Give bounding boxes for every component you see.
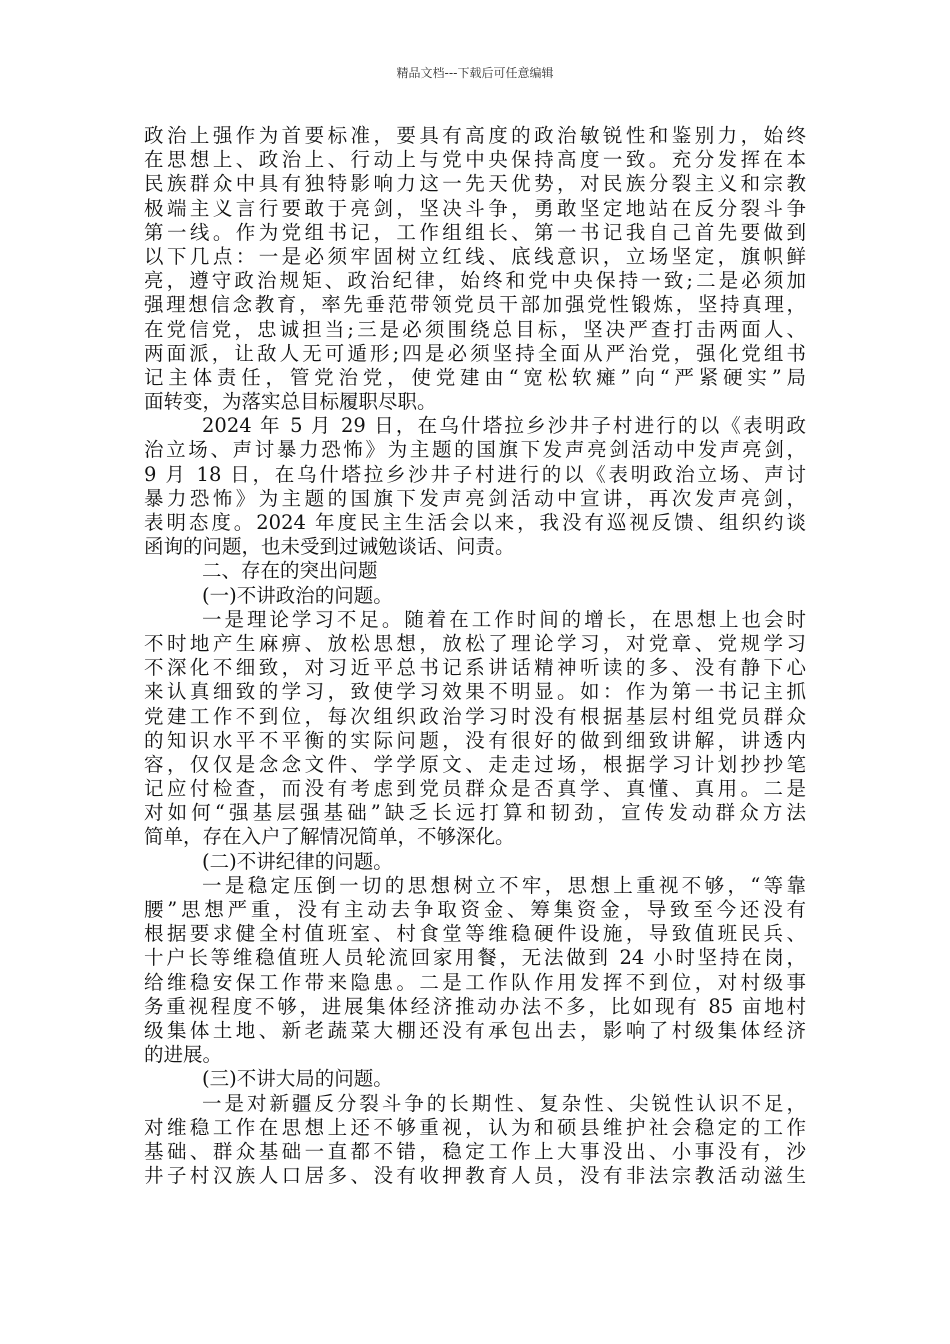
text-line: 简单，存在入户了解情况简单，不够深化。	[144, 825, 515, 849]
text-line: 2024 年 5 月 29 日，在乌什塔拉乡沙井子村进行的以《表明政	[202, 414, 806, 438]
text-line: 务重视程度不够，进展集体经济推动办法不多，比如现有 85 亩地村	[144, 994, 806, 1018]
text-line: 记应付检查，而没有考虑到党员群众是否真学、真懂、真用。二是	[144, 777, 806, 801]
text-line: 在思想上、政治上、行动上与党中央保持高度一致。充分发挥在本	[144, 148, 806, 172]
text-line: 治立场、声讨暴力恐怖》为主题的国旗下发声亮剑活动中发声亮剑，	[144, 438, 806, 462]
text-line: 不时地产生麻痹、放松思想，放松了理论学习，对党章、党规学习	[144, 631, 806, 655]
text-line: 暴力恐怖》为主题的国旗下发声亮剑活动中宣讲，再次发声亮剑，	[144, 486, 806, 510]
text-line: (一)不讲政治的问题。	[202, 583, 393, 607]
text-line: 对如何“强基层强基础”缺乏长远打算和韧劲，宣传发动群众方法	[144, 801, 806, 825]
text-line: 的知识水平不平衡的实际问题，没有很好的做到细致讲解，讲透内	[144, 728, 806, 752]
text-line: 强理想信念教育，率先垂范带领党员干部加强党性锻炼，坚持真理，	[144, 293, 806, 317]
text-line: 9 月 18 日，在乌什塔拉乡沙井子村进行的以《表明政治立场、声讨	[144, 462, 806, 486]
text-line: 两面派，让敌人无可遁形;四是必须坚持全面从严治党，强化党组书	[144, 341, 806, 365]
text-line: 一是理论学习不足。随着在工作时间的增长，在思想上也会时	[202, 607, 806, 631]
text-line: 一是稳定压倒一切的思想树立不牢，思想上重视不够，“等靠	[202, 873, 806, 897]
text-line: 亮，遵守政治规矩、政治纪律，始终和党中央保持一致;二是必须加	[144, 269, 806, 293]
text-line: 根据要求健全村值班室、村食堂等维稳硬件设施，导致值班民兵、	[144, 922, 806, 946]
text-line: 二、存在的突出问题	[202, 559, 378, 583]
text-line: 民族群众中具有独特影响力这一先天优势，对民族分裂主义和宗教	[144, 172, 806, 196]
text-line: 基础、群众基础一直都不错，稳定工作上大事没出、小事没有，沙	[144, 1139, 806, 1163]
text-line: (二)不讲纪律的问题。	[202, 849, 393, 873]
text-line: 在党信党，忠诚担当;三是必须围绕总目标，坚决严查打击两面人、	[144, 317, 806, 341]
text-line: 腰”思想严重，没有主动去争取资金、筹集资金，导致至今还没有	[144, 898, 806, 921]
text-line: 对维稳工作在思想上还不够重视，认为和硕县维护社会稳定的工作	[144, 1115, 806, 1139]
text-line: 给维稳安保工作带来隐患。二是工作队作用发挥不到位，对村级事	[144, 970, 806, 994]
text-line: (三)不讲大局的问题。	[202, 1067, 393, 1091]
document-body	[144, 124, 806, 1188]
text-line: 函询的问题，也未受到过诫勉谈话、问责。	[144, 535, 515, 559]
text-line: 一是对新疆反分裂斗争的长期性、复杂性、尖锐性认识不足，	[202, 1091, 806, 1115]
text-line: 政治上强作为首要标准，要具有高度的政治敏锐性和鉴别力，始终	[144, 124, 806, 147]
text-line: 以下几点：一是必须牢固树立红线、底线意识，立场坚定，旗帜鲜	[144, 244, 806, 268]
text-line: 面转变，为落实总目标履职尽职。	[144, 390, 437, 414]
text-line: 十户长等维稳值班人员轮流回家用餐，无法做到 24 小时坚持在岗，	[144, 946, 806, 970]
text-line: 井子村汉族人口居多、没有收押教育人员，没有非法宗教活动滋生	[144, 1164, 806, 1188]
text-line: 的进展。	[144, 1043, 223, 1067]
text-line: 容，仅仅是念念文件、学学原文、走走过场，根据学习计划抄抄笔	[144, 752, 806, 776]
page-header: 精品文档---下载后可任意编辑	[396, 66, 554, 80]
text-line: 记主体责任，管党治党，使党建由“宽松软瘫”向“严紧硬实”局	[144, 365, 806, 389]
text-line: 来认真细致的学习，致使学习效果不明显。如：作为第一书记主抓	[144, 680, 806, 704]
text-line: 党建工作不到位，每次组织政治学习时没有根据基层村组党员群众	[144, 704, 806, 728]
text-line: 表明态度。2024 年度民主生活会以来，我没有巡视反馈、组织约谈	[144, 511, 806, 534]
text-line: 不深化不细致，对习近平总书记系讲话精神听读的多、没有静下心	[144, 656, 806, 680]
text-line: 级集体土地、新老蔬菜大棚还没有承包出去，影响了村级集体经济	[144, 1018, 806, 1042]
text-line: 第一线。作为党组书记，工作组组长、第一书记我自己首先要做到	[144, 220, 806, 244]
text-line: 极端主义言行要敢于亮剑，坚决斗争，勇敢坚定地站在反分裂斗争	[144, 196, 806, 220]
